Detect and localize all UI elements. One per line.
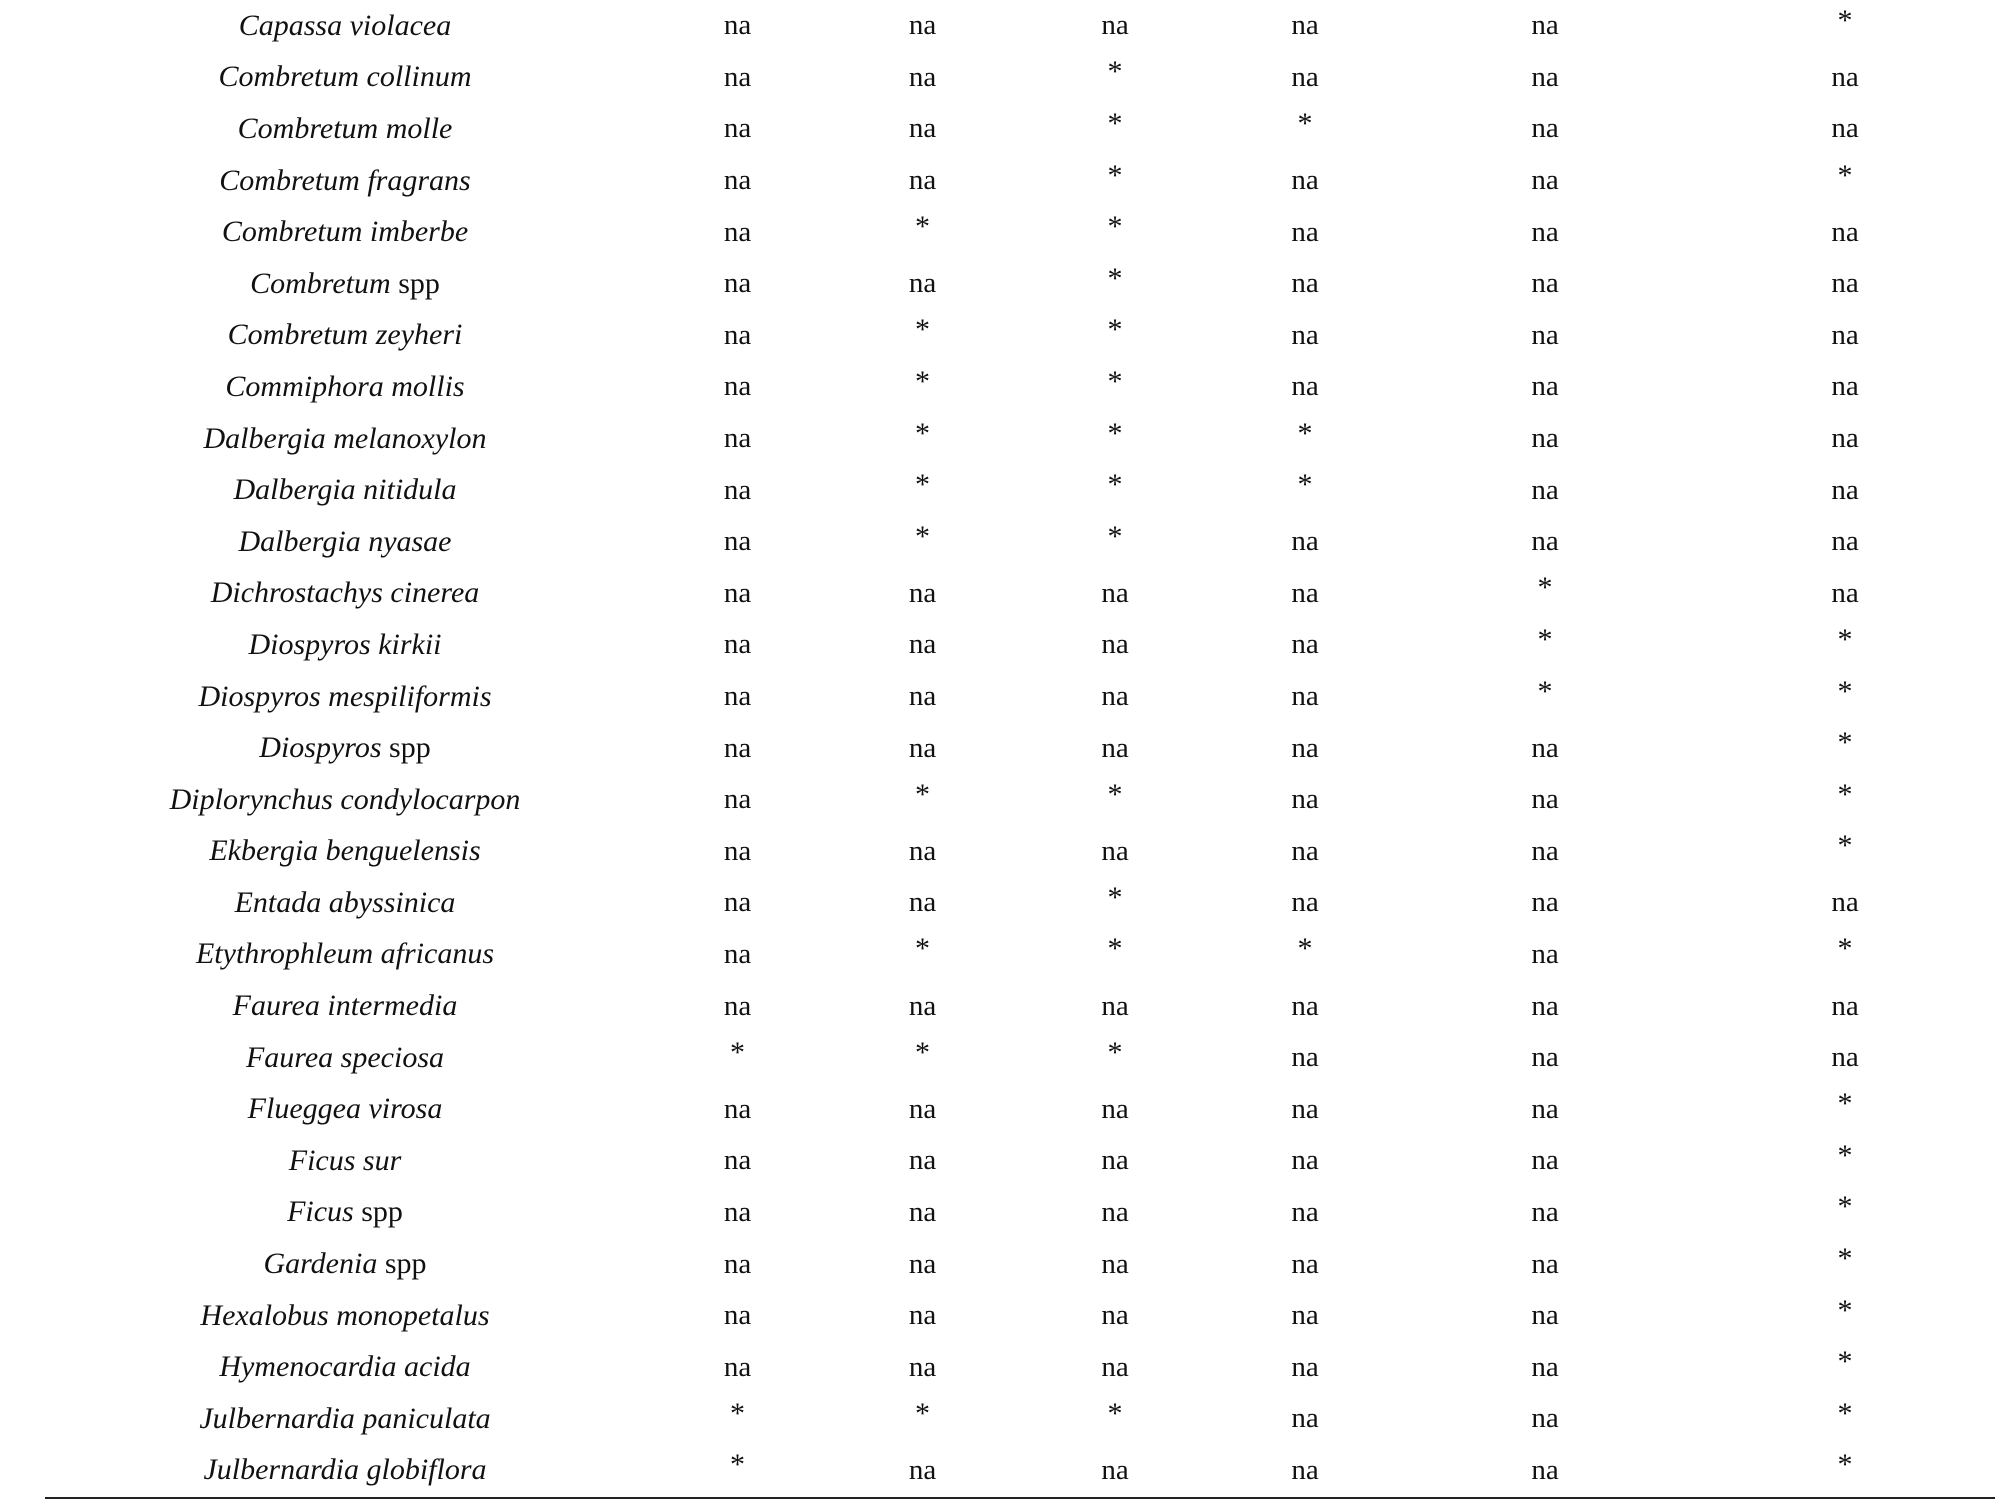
presence-cell-col-1: * bbox=[730, 1035, 745, 1069]
species-name-cell bbox=[45, 568, 645, 620]
species-name: Flueggea virosa bbox=[247, 1092, 443, 1126]
presence-cell-col-2: * bbox=[915, 364, 930, 398]
presence-cell-col-5: na bbox=[1531, 112, 1559, 145]
presence-cell-col-2: na bbox=[908, 731, 937, 764]
presence-cell-col-6: * bbox=[1837, 1293, 1853, 1327]
species-name-cell bbox=[45, 258, 645, 310]
presence-cell-col-4: na bbox=[1291, 1247, 1319, 1280]
table-bottom-rule bbox=[45, 1497, 1995, 1499]
species-name: Dichrostachys cinerea bbox=[210, 576, 480, 610]
table-row bbox=[45, 258, 1995, 310]
presence-cell-col-3: na bbox=[1101, 1144, 1129, 1177]
presence-cell-col-5: na bbox=[1531, 989, 1559, 1022]
presence-cell-col-2: * bbox=[915, 777, 930, 811]
presence-cell-col-2: na bbox=[908, 267, 937, 300]
presence-cell-col-3: na bbox=[1101, 731, 1129, 764]
presence-cell-col-1: na bbox=[723, 834, 752, 867]
presence-cell-col-5: na bbox=[1531, 473, 1559, 506]
presence-cell-col-4: na bbox=[1291, 60, 1319, 93]
presence-cell-col-3: * bbox=[1107, 1035, 1123, 1069]
presence-cell-col-2: na bbox=[908, 164, 937, 197]
presence-cell-col-1: na bbox=[723, 1144, 752, 1177]
presence-cell-col-6: * bbox=[1837, 1242, 1853, 1276]
table-row bbox=[45, 1238, 1995, 1290]
presence-cell-col-3: na bbox=[1101, 1247, 1129, 1280]
presence-cell-col-1: na bbox=[723, 731, 752, 764]
species-name-cell bbox=[45, 52, 645, 104]
species-name-cell bbox=[45, 361, 645, 413]
presence-cell-col-4: na bbox=[1291, 680, 1319, 713]
presence-cell-col-6: * bbox=[1837, 932, 1853, 966]
presence-cell-col-5: na bbox=[1531, 318, 1559, 351]
presence-cell-col-3: na bbox=[1101, 834, 1129, 867]
presence-cell-col-1: na bbox=[723, 370, 752, 403]
presence-cell-col-2: * bbox=[915, 1396, 930, 1430]
presence-cell-col-2: na bbox=[908, 576, 937, 609]
presence-cell-col-2: na bbox=[908, 989, 937, 1022]
presence-cell-col-3: * bbox=[1107, 1396, 1123, 1430]
presence-cell-col-5: * bbox=[1537, 622, 1553, 656]
presence-cell-col-5: na bbox=[1531, 215, 1559, 248]
presence-cell-col-5: * bbox=[1537, 571, 1553, 605]
species-name-cell bbox=[45, 826, 645, 878]
presence-cell-col-5: na bbox=[1531, 1299, 1559, 1332]
species-name: Diospyros bbox=[259, 731, 382, 765]
presence-cell-col-6: na bbox=[1831, 473, 1859, 506]
table-row bbox=[45, 310, 1995, 362]
presence-cell-col-4: na bbox=[1291, 1402, 1319, 1435]
table-row bbox=[45, 516, 1995, 568]
presence-cell-col-4: na bbox=[1291, 318, 1319, 351]
presence-cell-col-2: * bbox=[915, 1035, 930, 1069]
table-row bbox=[45, 980, 1995, 1032]
species-name: Combretum fragrans bbox=[219, 163, 471, 197]
table-row bbox=[45, 361, 1995, 413]
presence-cell-col-6: na bbox=[1831, 112, 1859, 145]
species-name: Combretum zeyheri bbox=[227, 318, 463, 352]
species-name: Diplorynchus condylocarpon bbox=[169, 782, 521, 816]
presence-cell-col-6: * bbox=[1837, 1138, 1853, 1172]
species-name-cell bbox=[45, 774, 645, 826]
presence-cell-col-4: na bbox=[1291, 1195, 1319, 1228]
presence-cell-col-6: * bbox=[1837, 1396, 1853, 1430]
presence-cell-col-3: na bbox=[1101, 576, 1129, 609]
presence-cell-col-1: na bbox=[723, 9, 752, 42]
presence-cell-col-6: * bbox=[1837, 1190, 1853, 1224]
presence-cell-col-2: na bbox=[908, 680, 937, 713]
presence-cell-col-3: na bbox=[1101, 628, 1129, 661]
table-row bbox=[45, 1290, 1995, 1342]
presence-cell-col-4: na bbox=[1291, 370, 1319, 403]
species-name: Commiphora mollis bbox=[225, 369, 465, 403]
species-name-cell bbox=[45, 877, 645, 929]
presence-cell-col-4: na bbox=[1291, 989, 1319, 1022]
presence-cell-col-4: na bbox=[1291, 834, 1319, 867]
presence-cell-col-4: na bbox=[1291, 1453, 1319, 1486]
species-name-cell bbox=[45, 1445, 645, 1497]
species-name: Combretum imberbe bbox=[221, 215, 469, 249]
presence-cell-col-2: na bbox=[908, 9, 937, 42]
species-name-cell bbox=[45, 206, 645, 258]
presence-cell-col-6: na bbox=[1831, 989, 1859, 1022]
table-row bbox=[45, 774, 1995, 826]
presence-cell-col-2: na bbox=[908, 1453, 937, 1486]
table-row bbox=[45, 206, 1995, 258]
species-name-cell bbox=[45, 1341, 645, 1393]
presence-cell-col-2: na bbox=[908, 1299, 937, 1332]
presence-cell-col-1: na bbox=[723, 937, 752, 970]
table-row bbox=[45, 1393, 1995, 1445]
presence-cell-col-1: na bbox=[723, 576, 752, 609]
presence-cell-col-2: na bbox=[908, 1144, 937, 1177]
presence-cell-col-4: * bbox=[1297, 106, 1313, 140]
presence-cell-col-1: na bbox=[723, 680, 752, 713]
table-row bbox=[45, 877, 1995, 929]
table-row bbox=[45, 1341, 1995, 1393]
presence-cell-col-5: na bbox=[1531, 1092, 1559, 1125]
presence-cell-col-6: * bbox=[1837, 3, 1853, 37]
species-name: Ficus sur bbox=[288, 1143, 402, 1177]
presence-cell-col-6: na bbox=[1831, 525, 1859, 558]
presence-cell-col-4: na bbox=[1291, 9, 1319, 42]
presence-cell-col-3: na bbox=[1101, 680, 1129, 713]
presence-cell-col-5: na bbox=[1531, 370, 1559, 403]
presence-cell-col-6: * bbox=[1837, 777, 1853, 811]
species-name-cell bbox=[45, 413, 645, 465]
presence-cell-col-4: na bbox=[1291, 783, 1319, 816]
presence-cell-col-1: na bbox=[723, 215, 752, 248]
table-row bbox=[45, 155, 1995, 207]
presence-cell-col-3: * bbox=[1107, 210, 1123, 244]
presence-cell-col-2: * bbox=[915, 519, 930, 553]
table-row bbox=[45, 722, 1995, 774]
species-name-cell bbox=[45, 722, 645, 774]
presence-cell-col-1: na bbox=[723, 1195, 752, 1228]
presence-cell-col-4: * bbox=[1297, 468, 1313, 502]
presence-cell-col-3: na bbox=[1101, 9, 1129, 42]
species-name-cell bbox=[45, 155, 645, 207]
table-row bbox=[45, 1135, 1995, 1187]
presence-cell-col-5: na bbox=[1531, 1402, 1559, 1435]
presence-cell-col-1: na bbox=[723, 112, 752, 145]
presence-cell-col-2: na bbox=[908, 1092, 937, 1125]
presence-cell-col-6: na bbox=[1831, 215, 1859, 248]
presence-cell-col-1: na bbox=[723, 1350, 752, 1383]
species-name: Hexalobus monopetalus bbox=[200, 1298, 490, 1332]
presence-cell-col-5: na bbox=[1531, 164, 1559, 197]
presence-cell-col-6: * bbox=[1837, 829, 1853, 863]
presence-cell-col-3: na bbox=[1101, 1453, 1129, 1486]
presence-cell-col-3: * bbox=[1107, 880, 1123, 914]
presence-cell-col-6: na bbox=[1831, 1041, 1859, 1074]
table-row bbox=[45, 1032, 1995, 1084]
species-name: Diospyros kirkii bbox=[248, 627, 442, 661]
species-name-cell bbox=[45, 980, 645, 1032]
presence-cell-col-1: na bbox=[723, 783, 752, 816]
species-name-cell bbox=[45, 1290, 645, 1342]
presence-cell-col-4: na bbox=[1291, 1144, 1319, 1177]
species-name: Combretum molle bbox=[237, 111, 453, 145]
species-name: Ficus bbox=[287, 1195, 354, 1229]
presence-cell-col-3: na bbox=[1101, 1092, 1129, 1125]
table-row bbox=[45, 1445, 1995, 1497]
species-name-cell bbox=[45, 1238, 645, 1290]
species-name-cell bbox=[45, 310, 645, 362]
presence-cell-col-3: * bbox=[1107, 106, 1123, 140]
presence-cell-col-4: na bbox=[1291, 731, 1319, 764]
species-name: Diospyros mespiliformis bbox=[198, 679, 492, 713]
species-name-cell bbox=[45, 464, 645, 516]
presence-cell-col-2: * bbox=[915, 932, 930, 966]
table-row bbox=[45, 0, 1995, 52]
presence-cell-col-5: na bbox=[1531, 937, 1559, 970]
presence-cell-col-5: na bbox=[1531, 525, 1559, 558]
presence-cell-col-3: na bbox=[1101, 989, 1129, 1022]
presence-cell-col-5: na bbox=[1531, 1453, 1559, 1486]
species-name: Entada abyssinica bbox=[234, 885, 456, 919]
table-row bbox=[45, 671, 1995, 723]
presence-cell-col-2: na bbox=[908, 1247, 937, 1280]
presence-cell-col-5: na bbox=[1531, 1350, 1559, 1383]
presence-cell-col-5: na bbox=[1531, 1041, 1559, 1074]
presence-cell-col-3: * bbox=[1107, 158, 1123, 192]
presence-cell-col-2: * bbox=[915, 313, 930, 347]
presence-cell-col-5: * bbox=[1537, 674, 1553, 708]
presence-cell-col-1: na bbox=[723, 164, 752, 197]
presence-cell-col-6: na bbox=[1831, 60, 1859, 93]
presence-cell-col-6: na bbox=[1831, 318, 1859, 351]
species-name-cell bbox=[45, 619, 645, 671]
presence-cell-col-4: na bbox=[1291, 576, 1319, 609]
presence-cell-col-1: na bbox=[723, 267, 752, 300]
presence-cell-col-3: * bbox=[1107, 55, 1123, 89]
table-row bbox=[45, 103, 1995, 155]
presence-cell-col-6: * bbox=[1837, 674, 1853, 708]
presence-cell-col-6: na bbox=[1831, 267, 1859, 300]
presence-cell-col-5: na bbox=[1531, 886, 1559, 919]
species-name-cell bbox=[45, 0, 645, 52]
species-name: Hymenocardia acida bbox=[219, 1350, 471, 1384]
species-name: Ekbergia benguelensis bbox=[209, 834, 481, 868]
table-body bbox=[45, 0, 1995, 1496]
presence-cell-col-2: na bbox=[908, 60, 937, 93]
species-name: Faurea intermedia bbox=[232, 989, 458, 1023]
species-name: Faurea speciosa bbox=[245, 1040, 445, 1074]
presence-cell-col-4: na bbox=[1291, 1041, 1319, 1074]
presence-cell-col-3: * bbox=[1107, 777, 1123, 811]
presence-cell-col-6: * bbox=[1837, 1448, 1853, 1482]
presence-cell-col-5: na bbox=[1531, 9, 1559, 42]
presence-cell-col-1: na bbox=[723, 60, 752, 93]
presence-cell-col-1: na bbox=[723, 1247, 752, 1280]
presence-cell-col-4: * bbox=[1297, 416, 1313, 450]
presence-cell-col-2: na bbox=[908, 1350, 937, 1383]
species-presence-table bbox=[45, 0, 1995, 1496]
presence-cell-col-5: na bbox=[1531, 1195, 1559, 1228]
presence-cell-col-3: na bbox=[1101, 1299, 1129, 1332]
presence-cell-col-5: na bbox=[1531, 731, 1559, 764]
species-name: Combretum bbox=[250, 266, 391, 300]
presence-cell-col-4: * bbox=[1297, 932, 1313, 966]
presence-cell-col-4: na bbox=[1291, 525, 1319, 558]
presence-cell-col-1: na bbox=[723, 886, 752, 919]
presence-cell-col-4: na bbox=[1291, 1092, 1319, 1125]
presence-cell-col-1: * bbox=[730, 1448, 745, 1482]
species-name: Dalbergia melanoxylon bbox=[203, 421, 487, 455]
presence-cell-col-2: * bbox=[915, 468, 930, 502]
presence-cell-col-4: na bbox=[1291, 215, 1319, 248]
species-name: Julbernardia globiflora bbox=[203, 1453, 487, 1487]
table-row bbox=[45, 52, 1995, 104]
presence-cell-col-2: na bbox=[908, 112, 937, 145]
table-row bbox=[45, 826, 1995, 878]
presence-cell-col-2: na bbox=[908, 886, 937, 919]
presence-cell-col-3: na bbox=[1101, 1350, 1129, 1383]
species-name-cell bbox=[45, 1187, 645, 1239]
species-name: Dalbergia nitidula bbox=[233, 473, 457, 507]
presence-cell-col-6: na bbox=[1831, 576, 1859, 609]
presence-cell-col-6: * bbox=[1837, 1087, 1853, 1121]
presence-cell-col-4: na bbox=[1291, 1350, 1319, 1383]
presence-cell-col-5: na bbox=[1531, 1144, 1559, 1177]
presence-cell-col-3: na bbox=[1101, 1195, 1129, 1228]
presence-cell-col-6: na bbox=[1831, 886, 1859, 919]
species-name: Combretum collinum bbox=[218, 60, 472, 94]
presence-cell-col-1: na bbox=[723, 1092, 752, 1125]
presence-cell-col-4: na bbox=[1291, 267, 1319, 300]
presence-cell-col-4: na bbox=[1291, 164, 1319, 197]
presence-cell-col-6: na bbox=[1831, 370, 1859, 403]
presence-cell-col-6: * bbox=[1837, 622, 1853, 656]
presence-cell-col-4: na bbox=[1291, 1299, 1319, 1332]
species-name-suffix: spp bbox=[390, 266, 440, 300]
species-name-cell bbox=[45, 103, 645, 155]
presence-cell-col-3: * bbox=[1107, 932, 1123, 966]
species-name-suffix: spp bbox=[353, 1195, 403, 1229]
species-name-cell bbox=[45, 516, 645, 568]
presence-cell-col-2: na bbox=[908, 628, 937, 661]
presence-cell-col-3: * bbox=[1107, 519, 1123, 553]
species-name-cell bbox=[45, 929, 645, 981]
presence-cell-col-3: * bbox=[1107, 364, 1123, 398]
species-name: Capassa violacea bbox=[238, 8, 452, 42]
table-row bbox=[45, 413, 1995, 465]
presence-cell-col-1: na bbox=[723, 318, 752, 351]
species-name: Dalbergia nyasae bbox=[238, 524, 452, 558]
species-name-cell bbox=[45, 1135, 645, 1187]
presence-cell-col-5: na bbox=[1531, 267, 1559, 300]
presence-cell-col-6: * bbox=[1837, 158, 1853, 192]
table-row bbox=[45, 1187, 1995, 1239]
presence-cell-col-5: na bbox=[1531, 783, 1559, 816]
species-name: Julbernardia paniculata bbox=[199, 1401, 491, 1435]
presence-cell-col-1: * bbox=[730, 1396, 745, 1430]
presence-cell-col-2: na bbox=[908, 834, 937, 867]
presence-cell-col-3: * bbox=[1107, 261, 1123, 295]
presence-cell-col-5: na bbox=[1531, 1247, 1559, 1280]
presence-cell-col-5: na bbox=[1531, 60, 1559, 93]
species-name: Gardenia bbox=[263, 1247, 378, 1281]
table-row bbox=[45, 464, 1995, 516]
species-name-cell bbox=[45, 1083, 645, 1135]
table-row bbox=[45, 619, 1995, 671]
species-name-suffix: spp bbox=[381, 731, 431, 765]
presence-cell-col-1: na bbox=[723, 628, 752, 661]
presence-cell-col-2: * bbox=[915, 416, 930, 450]
presence-cell-col-2: * bbox=[915, 210, 930, 244]
presence-cell-col-1: na bbox=[723, 989, 752, 1022]
table-row bbox=[45, 568, 1995, 620]
presence-cell-col-6: na bbox=[1831, 422, 1859, 455]
presence-cell-col-6: * bbox=[1837, 726, 1853, 760]
species-name-suffix: spp bbox=[377, 1247, 427, 1281]
presence-cell-col-5: na bbox=[1531, 834, 1559, 867]
presence-cell-col-2: na bbox=[908, 1195, 937, 1228]
presence-cell-col-5: na bbox=[1531, 422, 1559, 455]
presence-cell-col-4: na bbox=[1291, 886, 1319, 919]
presence-cell-col-3: * bbox=[1107, 313, 1123, 347]
presence-cell-col-4: na bbox=[1291, 628, 1319, 661]
species-name: Etythrophleum africanus bbox=[195, 937, 495, 971]
presence-cell-col-1: na bbox=[723, 422, 752, 455]
species-name-cell bbox=[45, 1393, 645, 1445]
species-name-cell bbox=[45, 1032, 645, 1084]
species-name-cell bbox=[45, 671, 645, 723]
presence-cell-col-3: * bbox=[1107, 416, 1123, 450]
presence-cell-col-6: * bbox=[1837, 1345, 1853, 1379]
table-row bbox=[45, 929, 1995, 981]
presence-cell-col-3: * bbox=[1107, 468, 1123, 502]
presence-cell-col-1: na bbox=[723, 473, 752, 506]
presence-cell-col-1: na bbox=[723, 1299, 752, 1332]
presence-cell-col-1: na bbox=[723, 525, 752, 558]
table-row bbox=[45, 1083, 1995, 1135]
